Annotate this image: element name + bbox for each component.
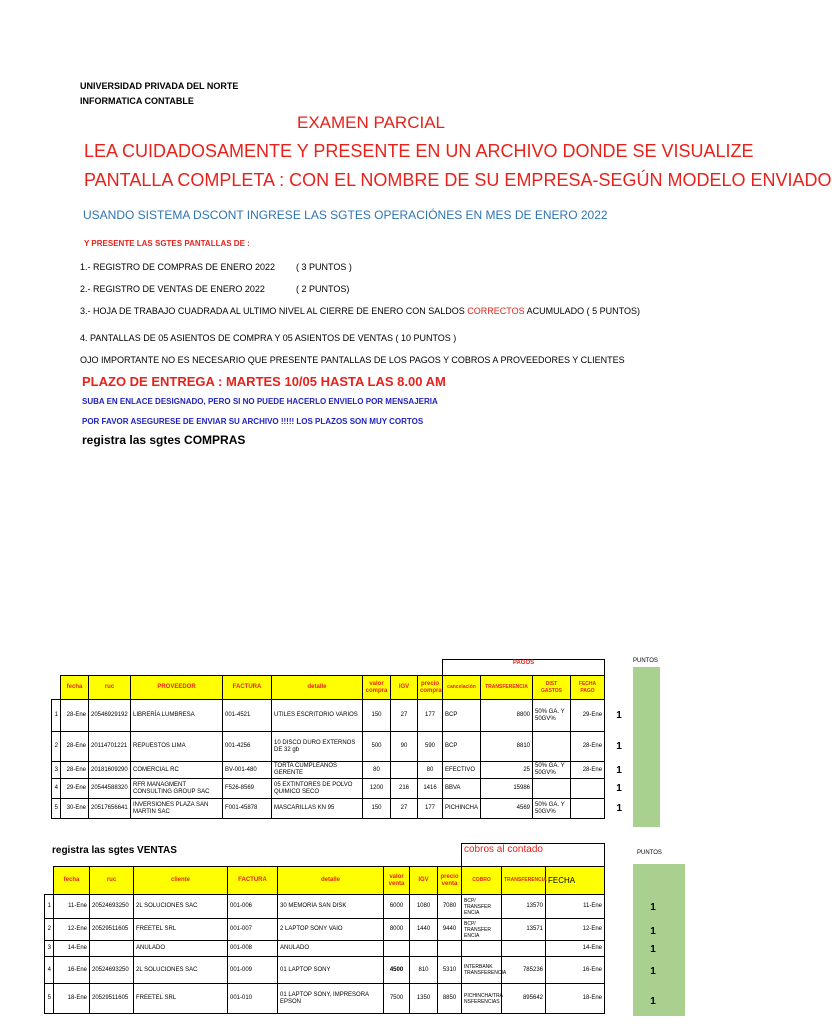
- cell-igv: 810: [410, 957, 438, 984]
- cell-igv: 1350: [410, 984, 438, 1014]
- col-cancelacion: cancelación: [443, 676, 481, 700]
- ventas-heading: registra las sgtes VENTAS: [52, 845, 177, 856]
- cell-transferencia: 785236: [502, 957, 546, 984]
- cell-igv: 27: [391, 700, 418, 732]
- cell-factura: 001-4256: [223, 732, 272, 762]
- cell-valor: [384, 941, 410, 957]
- cell-precio: 5310: [438, 957, 462, 984]
- instruction-line-1: LEA CUIDADOSAMENTE Y PRESENTE EN UN ARCHIVO DONDE SE VISUALIZE: [84, 141, 754, 161]
- cell-precio: 177: [418, 700, 443, 732]
- cell-factura: BV-001-480: [223, 762, 272, 779]
- cell-proveedor: REPUESTOS LIMA: [131, 732, 223, 762]
- cell-detalle: 05 EXTINTORES DE POLVO QUIMICO SECO: [272, 779, 363, 799]
- ventas-puntos-4: 1: [650, 966, 656, 977]
- cell-valor: 500: [363, 732, 391, 762]
- cell-valor: 7500: [384, 984, 410, 1014]
- cell-valor: 4500: [384, 957, 410, 984]
- ventas-puntos-2: 1: [650, 926, 656, 937]
- cell-cliente: FREETEL SRL: [134, 984, 228, 1014]
- row-number: 5: [52, 799, 61, 819]
- cell-transferencia: 15986: [481, 779, 533, 799]
- present-heading: Y PRESENTE LAS SGTES PANTALLAS DE :: [84, 239, 250, 248]
- col-transferencia: TRANSFERENCIA: [502, 867, 546, 895]
- compras-heading: registra las sgtes COMPRAS: [82, 433, 246, 447]
- cell-transferencia: 4569: [481, 799, 533, 819]
- cell-fecha: 28-Ene: [61, 700, 89, 732]
- cell-valor: 80: [363, 762, 391, 779]
- cell-precio: 80: [418, 762, 443, 779]
- col-factura: FACTURA: [223, 676, 272, 700]
- cell-igv: 1080: [410, 895, 438, 919]
- cell-precio: 8850: [438, 984, 462, 1014]
- col-valor-compra: valor compra: [363, 676, 391, 700]
- ventas-puntos-5: 1: [650, 996, 656, 1007]
- item-2-points: ( 2 PUNTOS): [296, 284, 350, 294]
- cell-igv: 216: [391, 779, 418, 799]
- cell-cancelacion: BBVA: [443, 779, 481, 799]
- item-4: 4. PANTALLAS DE 05 ASIENTOS DE COMPRA Y 05 ASIENTOS DE VENTAS ( 10 PUNTOS ): [80, 333, 457, 343]
- cell-detalle: 10 DISCO DURO EXTERNOS DE 32 gb: [272, 732, 363, 762]
- row-number: 3: [45, 941, 54, 957]
- cell-fecha: 29-Ene: [61, 779, 89, 799]
- cell-precio: 9440: [438, 919, 462, 941]
- col-cobro: COBRO: [462, 867, 502, 895]
- instruction-line-2: PANTALLA COMPLETA : CON EL NOMBRE DE SU EMPRESA-SEGÚN MODELO ENVIADO: [84, 170, 832, 190]
- cell-precio: 1416: [418, 779, 443, 799]
- cell-puntos: 1: [616, 710, 622, 721]
- cell-detalle: TORTA CUMPLEAÑOS GERENTE: [272, 762, 363, 779]
- cell-ruc: 20544588320: [89, 779, 131, 799]
- row-number: 4: [45, 957, 54, 984]
- col-fecha-cobro: FECHA: [546, 867, 605, 895]
- cell-fecha: 16-Ene: [54, 957, 90, 984]
- cell-ruc: 20529511605: [90, 984, 134, 1014]
- exam-title: EXAMEN PARCIAL: [297, 113, 446, 132]
- table-row: [52, 732, 634, 762]
- important-note: OJO IMPORTANTE NO ES NECESARIO QUE PRESENTE PANTALLAS DE LOS PAGOS Y COBROS A PROVEEDORES Y CLIENTES: [80, 355, 625, 365]
- table-row: [45, 984, 605, 1014]
- university-name: UNIVERSIDAD PRIVADA DEL NORTE: [80, 81, 239, 91]
- table-row: [45, 919, 605, 941]
- row-number: 5: [45, 984, 54, 1014]
- cell-igv: 90: [391, 732, 418, 762]
- col-valor-venta: valor venta: [384, 867, 410, 895]
- col-fecha-pago: FECHA PAGO: [571, 676, 605, 700]
- cell-detalle: MASCARILLAS KN 95: [272, 799, 363, 819]
- cell-transferencia: 895642: [502, 984, 546, 1014]
- col-fecha: fecha: [61, 676, 89, 700]
- cell-cobro: INTERBANK TRANSFERENCIA: [462, 957, 502, 984]
- row-number: 2: [45, 919, 54, 941]
- row-number: 3: [52, 762, 61, 779]
- col-detalle: detalle: [278, 867, 384, 895]
- cell-fecha: 30-Ene: [61, 799, 89, 819]
- table-row: [45, 957, 605, 984]
- row-number: 1: [45, 895, 54, 919]
- cell-cobro: PICHINCHA/TRA NSFERENCIAS: [462, 984, 502, 1014]
- cell-fecha-pago: 28-Ene: [571, 732, 605, 762]
- col-ruc: ruc: [90, 867, 134, 895]
- cell-dist: [533, 779, 571, 799]
- cell-cancelacion: BCP: [443, 700, 481, 732]
- cell-proveedor: COMERCIAL RC: [131, 762, 223, 779]
- cell-transferencia: 13571: [502, 919, 546, 941]
- compras-puntos-column: [633, 667, 660, 827]
- upload-note-1: SUBA EN ENLACE DESIGNADO, PERO SI NO PUEDE HACERLO ENVIELO POR MENSAJERIA: [82, 397, 438, 406]
- cell-valor: 150: [363, 700, 391, 732]
- cell-cancelacion: BCP: [443, 732, 481, 762]
- table-row: [52, 799, 634, 819]
- cell-detalle: UTILES ESCRITORIO VARIOS: [272, 700, 363, 732]
- cell-puntos: 1: [616, 741, 622, 752]
- cell-ruc: 20524693250: [90, 895, 134, 919]
- ventas-puntos-label: PUNTOS: [637, 850, 662, 856]
- cell-factura: 001-009: [228, 957, 278, 984]
- cell-igv: 27: [391, 799, 418, 819]
- cell-transferencia: 13570: [502, 895, 546, 919]
- cell-fecha-cobro: 11-Ene: [546, 895, 605, 919]
- cell-fecha-cobro: 18-Ene: [546, 984, 605, 1014]
- cell-transferencia: 8800: [481, 700, 533, 732]
- row-number: 2: [52, 732, 61, 762]
- cell-detalle: ANULADO: [278, 941, 384, 957]
- cell-fecha: 28-Ene: [61, 732, 89, 762]
- cell-transferencia: 8810: [481, 732, 533, 762]
- cell-ruc: 20546929192: [89, 700, 131, 732]
- col-proveedor: PROVEEDOR: [131, 676, 223, 700]
- cell-precio: 7080: [438, 895, 462, 919]
- cell-ruc: 20181609290: [89, 762, 131, 779]
- col-igv: IGV: [391, 676, 418, 700]
- row-number: 4: [52, 779, 61, 799]
- cell-ruc: 20529511605: [90, 919, 134, 941]
- cell-precio: 590: [418, 732, 443, 762]
- cell-factura: 001-006: [228, 895, 278, 919]
- cell-fecha: 18-Ene: [54, 984, 90, 1014]
- table-row: [52, 779, 634, 799]
- cell-proveedor: LIBRERÍA LUMBRESA: [131, 700, 223, 732]
- cell-transferencia: [502, 941, 546, 957]
- col-ruc: ruc: [89, 676, 131, 700]
- col-igv: IGV: [410, 867, 438, 895]
- cobros-header: cobros al contado: [462, 844, 605, 867]
- item-3-highlight: CORRECTOS: [467, 306, 525, 316]
- cell-ruc: [90, 941, 134, 957]
- cell-cliente: FREETEL SRL: [134, 919, 228, 941]
- cell-fecha: 14-Ene: [54, 941, 90, 957]
- row-number: 1: [52, 700, 61, 732]
- ventas-puntos-3: 1: [650, 944, 656, 955]
- cell-factura: 001-010: [228, 984, 278, 1014]
- cell-puntos: 1: [616, 783, 622, 794]
- cell-dist: 50% GA. Y 50GV%: [533, 762, 571, 779]
- cell-dist: 50% GA. Y 50GV%: [533, 799, 571, 819]
- cell-cobro: BCP/ TRANSFER ENCIA: [462, 919, 502, 941]
- table-row: [45, 895, 605, 919]
- cell-cancelacion: EFECTIVO: [443, 762, 481, 779]
- cell-detalle: 01 LAPTOP SONY: [278, 957, 384, 984]
- pagos-header: PAGOS: [443, 660, 605, 676]
- col-precio-compra: precio compra: [418, 676, 443, 700]
- item-1: 1.- REGISTRO DE COMPRAS DE ENERO 2022: [80, 262, 276, 272]
- cell-precio: [438, 941, 462, 957]
- cell-factura: 001-4521: [223, 700, 272, 732]
- cell-detalle: 30 MEMORIA SAN DISK: [278, 895, 384, 919]
- col-factura: FACTURA: [228, 867, 278, 895]
- cell-dist: [533, 732, 571, 762]
- cell-fecha-pago: 28-Ene: [571, 762, 605, 779]
- cell-dist: 50% GA. Y 50GV%: [533, 700, 571, 732]
- course-name: INFORMATICA CONTABLE: [80, 96, 194, 106]
- cell-fecha-cobro: 16-Ene: [546, 957, 605, 984]
- cell-fecha-pago: 29-Ene: [571, 700, 605, 732]
- cell-fecha-pago: [571, 779, 605, 799]
- cell-detalle: 01 LAPTOP SONY, IMPRESORA EPSON: [278, 984, 384, 1014]
- cell-factura: F001-45878: [223, 799, 272, 819]
- cell-transferencia: 25: [481, 762, 533, 779]
- cell-valor: 1200: [363, 779, 391, 799]
- cell-ruc: 20517656641: [89, 799, 131, 819]
- ventas-puntos-1: 1: [650, 902, 656, 913]
- cell-igv: [410, 941, 438, 957]
- item-3-points: ACUMULADO ( 5 PUNTOS): [526, 306, 640, 316]
- cell-fecha: 28-Ene: [61, 762, 89, 779]
- compras-table: [51, 659, 634, 819]
- cell-cobro: BCP/ TRANSFER ENCIA: [462, 895, 502, 919]
- cell-factura: F526-8569: [223, 779, 272, 799]
- col-precio-venta: precio venta: [438, 867, 462, 895]
- cell-cobro: [462, 941, 502, 957]
- cell-precio: 177: [418, 799, 443, 819]
- cell-cliente: ANULADO: [134, 941, 228, 957]
- col-dist-gastos: DIST GASTOS: [533, 676, 571, 700]
- table-row: [45, 941, 605, 957]
- item-2: 2.- REGISTRO DE VENTAS DE ENERO 2022: [80, 284, 265, 294]
- cell-detalle: 2 LAPTOP SONY VAIO: [278, 919, 384, 941]
- cell-cliente: 2L SOLUCIONES SAC: [134, 895, 228, 919]
- cell-fecha-cobro: 12-Ene: [546, 919, 605, 941]
- cell-fecha: 12-Ene: [54, 919, 90, 941]
- item-3: [80, 306, 640, 316]
- cell-ruc: 20114701221: [89, 732, 131, 762]
- cell-fecha: 11-Ene: [54, 895, 90, 919]
- col-transferencia: TRANSFERENCIA: [481, 676, 533, 700]
- compras-puntos-label: PUNTOS: [633, 658, 658, 664]
- col-detalle: detalle: [272, 676, 363, 700]
- ventas-puntos-column: [633, 864, 685, 1016]
- cell-fecha-pago: [571, 799, 605, 819]
- col-fecha: fecha: [54, 867, 90, 895]
- cell-factura: 001-008: [228, 941, 278, 957]
- cell-fecha-cobro: 14-Ene: [546, 941, 605, 957]
- cell-igv: [391, 762, 418, 779]
- cell-valor: 8000: [384, 919, 410, 941]
- cell-cliente: 2L SOLUCIONES SAC: [134, 957, 228, 984]
- cell-puntos: 1: [616, 764, 622, 776]
- upload-note-2: POR FAVOR ASEGURESE DE ENVIAR SU ARCHIVO !!!!! LOS PLAZOS SON MUY CORTOS: [82, 417, 424, 426]
- cell-valor: 6000: [384, 895, 410, 919]
- col-cliente: cliente: [134, 867, 228, 895]
- deadline: PLAZO DE ENTREGA : MARTES 10/05 HASTA LAS 8.00 AM: [82, 374, 446, 389]
- item-1-points: ( 3 PUNTOS ): [296, 262, 352, 272]
- system-instruction: USANDO SISTEMA DSCONT INGRESE LAS SGTES OPERACIÓNES EN MES DE ENERO 2022: [83, 208, 608, 222]
- item-3-text: 3.- HOJA DE TRABAJO CUADRADA AL ULTIMO NIVEL AL CIERRE DE ENERO CON SALDOS: [80, 306, 465, 316]
- cell-factura: 001-007: [228, 919, 278, 941]
- cell-ruc: 20524693250: [90, 957, 134, 984]
- cell-proveedor: INVERSIONES PLAZA SAN MARTIN SAC: [131, 799, 223, 819]
- cell-cancelacion: PICHINCHA: [443, 799, 481, 819]
- ventas-table: [44, 843, 605, 1014]
- cell-proveedor: RFR MANAGMENT CONSULTING GROUP SAC: [131, 779, 223, 799]
- cell-igv: 1440: [410, 919, 438, 941]
- cell-valor: 150: [363, 799, 391, 819]
- cell-puntos: 1: [616, 803, 623, 814]
- table-row: [52, 700, 634, 732]
- table-row: [52, 762, 634, 779]
